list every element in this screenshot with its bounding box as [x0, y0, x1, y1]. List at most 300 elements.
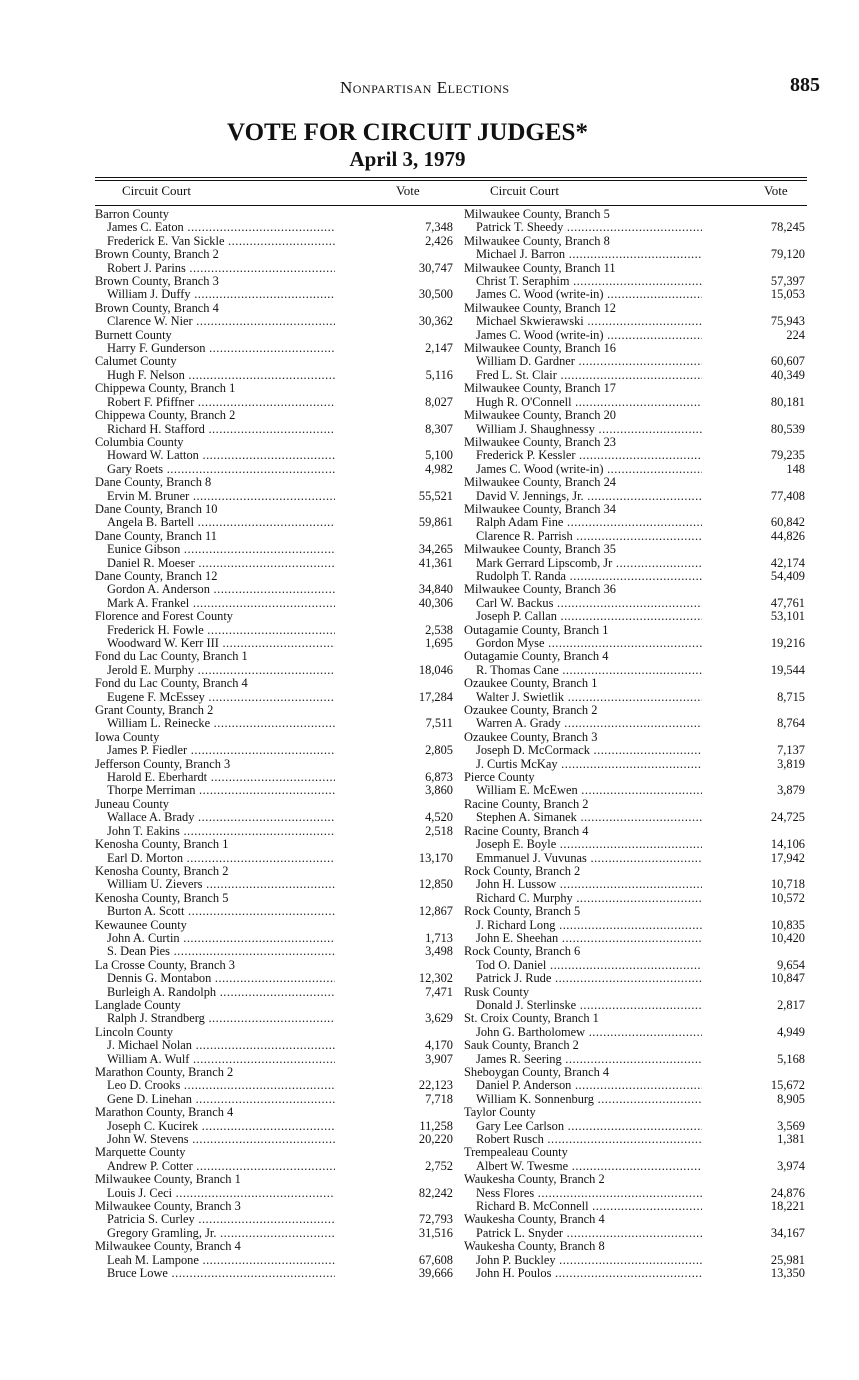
candidate-name: Gary Lee Carlson ..... — [476, 1120, 702, 1133]
county-heading: Kenosha County, Branch 2 — [95, 863, 229, 878]
county-heading: Kenosha County, Branch 1 — [95, 837, 229, 852]
candidate-row — [95, 771, 465, 784]
candidate-row — [95, 449, 465, 462]
candidate-name: Stephen A. Simanek ..... — [476, 811, 702, 824]
candidate-row — [95, 1133, 465, 1146]
candidate-row — [464, 972, 809, 985]
vote-count: 10,572 — [770, 890, 805, 905]
candidate-row — [95, 369, 465, 382]
vote-count: 6,873 — [425, 770, 453, 785]
candidate-row — [95, 1039, 465, 1052]
vote-count: 24,725 — [770, 810, 805, 825]
candidate-name: J. Richard Long ..... — [476, 919, 702, 932]
candidate-name: William D. Gardner ..... — [476, 355, 702, 368]
county-heading: Langlade County — [95, 997, 181, 1012]
county-heading: Lincoln County — [95, 1024, 174, 1039]
candidate-name: Richard H. Stafford ..... — [107, 423, 335, 436]
vote-count: 12,850 — [418, 877, 453, 892]
candidate-name: Frederick H. Fowle ..... — [107, 624, 335, 637]
vote-count: 9,654 — [777, 957, 805, 972]
vote-count: 3,569 — [777, 1118, 805, 1133]
county-heading: Fond du Lac County, Branch 1 — [95, 649, 248, 664]
vote-count: 80,539 — [770, 421, 805, 436]
candidate-row — [464, 516, 809, 529]
candidate-name: Robert F. Pfiffner ..... — [107, 396, 335, 409]
candidate-row — [95, 1187, 465, 1200]
county-heading: Dane County, Branch 11 — [95, 528, 217, 543]
vote-count: 78,245 — [770, 220, 805, 235]
candidate-name: William L. Reinecke ..... — [107, 717, 335, 730]
candidate-row — [464, 637, 809, 650]
vote-count: 22,123 — [418, 1078, 453, 1093]
candidate-name: James R. Seering ..... — [476, 1053, 702, 1066]
county-heading: Jefferson County, Branch 3 — [95, 756, 231, 771]
candidate-row — [95, 516, 465, 529]
candidate-name: Michael Skwierawski ..... — [476, 315, 702, 328]
candidate-row — [464, 1200, 809, 1213]
candidate-name: Robert Rusch ..... — [476, 1133, 702, 1146]
column-header-vote-left: Vote — [396, 183, 420, 198]
candidate-row — [95, 235, 465, 248]
candidate-name: Harold E. Eberhardt ..... — [107, 771, 335, 784]
vote-count: 7,511 — [425, 716, 453, 731]
vote-count: 7,137 — [777, 743, 805, 758]
candidate-name: Patrick T. Sheedy ..... — [476, 221, 702, 234]
candidate-name: Joseph E. Boyle ..... — [476, 838, 702, 851]
vote-count: 3,879 — [777, 783, 805, 798]
candidate-name: Rudolph T. Randa ..... — [476, 570, 702, 583]
vote-count: 57,397 — [770, 274, 805, 289]
vote-count: 20,220 — [418, 1132, 453, 1147]
vote-count: 11,258 — [419, 1118, 453, 1133]
candidate-name: Burton A. Scott ..... — [107, 905, 335, 918]
candidate-name: John H. Lussow ..... — [476, 878, 702, 891]
candidate-row — [95, 221, 465, 234]
candidate-name: Gordon A. Anderson ..... — [107, 583, 335, 596]
county-heading: Waukesha County, Branch 2 — [464, 1172, 605, 1187]
candidate-row — [95, 1053, 465, 1066]
vote-count: 13,350 — [770, 1266, 805, 1281]
candidate-row — [464, 691, 809, 704]
candidate-name: Andrew P. Cotter ..... — [107, 1160, 335, 1173]
vote-count: 1,695 — [425, 636, 453, 650]
candidate-name: Eunice Gibson ..... — [107, 543, 335, 556]
candidate-name: William A. Wulf ..... — [107, 1053, 335, 1066]
candidate-row — [95, 1160, 465, 1173]
candidate-name: Eugene F. McEssey ..... — [107, 691, 335, 704]
candidate-row — [95, 262, 465, 275]
vote-count: 15,672 — [770, 1078, 805, 1093]
vote-count: 3,819 — [777, 756, 805, 771]
candidate-row — [464, 1120, 809, 1133]
candidate-name: Angela B. Bartell ..... — [107, 516, 335, 529]
left-column — [95, 208, 465, 1281]
county-heading: Pierce County — [464, 770, 535, 785]
candidate-name: Robert J. Parins ..... — [107, 262, 335, 275]
county-heading: Milwaukee County, Branch 3 — [95, 1199, 241, 1214]
candidate-name: Bruce Lowe ..... — [107, 1267, 335, 1280]
county-heading: Milwaukee County, Branch 35 — [464, 542, 616, 557]
county-heading: Brown County, Branch 4 — [95, 300, 219, 315]
vote-count: 1,381 — [777, 1132, 805, 1147]
vote-count: 17,942 — [770, 850, 805, 865]
candidate-name: Walter J. Swietlik ..... — [476, 691, 702, 704]
vote-count: 8,905 — [777, 1091, 805, 1106]
candidate-row — [464, 1133, 809, 1146]
candidate-name: Joseph P. Callan ..... — [476, 610, 702, 623]
candidate-row — [95, 583, 465, 596]
candidate-name: Ness Flores ..... — [476, 1187, 702, 1200]
candidate-row — [95, 691, 465, 704]
vote-count: 4,982 — [425, 461, 453, 476]
candidate-row — [464, 1026, 809, 1039]
vote-count: 67,608 — [418, 1252, 453, 1267]
candidate-row — [95, 423, 465, 436]
candidate-row — [95, 1120, 465, 1133]
county-heading: Brown County, Branch 2 — [95, 247, 219, 262]
candidate-name: Patricia S. Curley ..... — [107, 1213, 335, 1226]
candidate-name: David V. Jennings, Jr. ..... — [476, 490, 702, 503]
vote-count: 3,629 — [425, 1011, 453, 1026]
vote-count: 30,747 — [418, 260, 453, 275]
candidate-name: William J. Duffy ..... — [107, 288, 335, 301]
county-heading: Dane County, Branch 8 — [95, 475, 212, 490]
vote-count: 7,471 — [425, 984, 453, 999]
county-heading: Rock County, Branch 6 — [464, 944, 581, 959]
candidate-row — [464, 1093, 809, 1106]
candidate-name: Joseph D. McCormack ..... — [476, 744, 702, 757]
candidate-row — [464, 878, 809, 891]
vote-count: 2,147 — [425, 341, 453, 356]
candidate-name: Leo D. Crooks ..... — [107, 1079, 335, 1092]
vote-count: 5,116 — [425, 367, 453, 382]
county-heading: Burnett County — [95, 327, 172, 342]
candidate-name: Tod O. Daniel ..... — [476, 959, 702, 972]
county-heading: Sheboygan County, Branch 4 — [464, 1065, 610, 1079]
vote-count: 17,284 — [418, 689, 453, 704]
vote-count: 34,167 — [770, 1225, 805, 1240]
candidate-row — [95, 315, 465, 328]
candidate-name: Albert W. Twesme ..... — [476, 1160, 702, 1173]
vote-count: 40,306 — [418, 595, 453, 610]
vote-count: 72,793 — [418, 1212, 453, 1227]
vote-count: 3,907 — [425, 1051, 453, 1066]
candidate-row — [95, 624, 465, 637]
candidate-row — [95, 825, 465, 838]
vote-count: 2,426 — [425, 233, 453, 248]
candidate-name: Thorpe Merriman ..... — [107, 784, 335, 797]
county-heading: Kenosha County, Branch 5 — [95, 890, 229, 905]
candidate-row — [464, 610, 809, 623]
candidate-name: Ralph Adam Fine ..... — [476, 516, 702, 529]
candidate-name: Patrick J. Rude ..... — [476, 972, 702, 985]
county-heading: Marathon County, Branch 4 — [95, 1105, 234, 1120]
vote-count: 7,348 — [425, 220, 453, 235]
candidate-name: Harry F. Gunderson ..... — [107, 342, 335, 355]
candidate-row — [95, 1227, 465, 1240]
candidate-row — [95, 1267, 465, 1280]
county-heading: Milwaukee County, Branch 34 — [464, 501, 616, 516]
county-heading: Trempealeau County — [464, 1145, 568, 1160]
county-heading: Milwaukee County, Branch 20 — [464, 408, 616, 423]
county-heading: Rock County, Branch 5 — [464, 904, 581, 919]
vote-count: 1,713 — [425, 930, 453, 945]
vote-count: 8,307 — [425, 421, 453, 436]
vote-count: 34,840 — [418, 582, 453, 597]
candidate-name: Mark Gerrard Lipscomb, Jr ..... — [476, 557, 702, 570]
county-heading: Chippewa County, Branch 1 — [95, 381, 236, 396]
candidate-row — [464, 1160, 809, 1173]
vote-count: 15,053 — [770, 287, 805, 302]
vote-count: 8,027 — [425, 394, 453, 409]
right-column — [464, 208, 809, 1281]
vote-count: 10,835 — [770, 917, 805, 932]
candidate-row — [95, 932, 465, 945]
candidate-row — [464, 423, 809, 436]
candidate-row — [95, 342, 465, 355]
vote-count: 42,174 — [770, 555, 805, 570]
candidate-name: Patrick L. Snyder ..... — [476, 1227, 702, 1240]
county-heading: Grant County, Branch 2 — [95, 703, 214, 718]
vote-count: 60,607 — [770, 354, 805, 369]
candidate-name: Fred L. St. Clair ..... — [476, 369, 702, 382]
candidate-name: R. Thomas Cane ..... — [476, 664, 702, 677]
candidate-row — [464, 1053, 809, 1066]
vote-count: 79,235 — [770, 448, 805, 463]
candidate-name: Gene D. Linehan ..... — [107, 1093, 335, 1106]
column-header-circuit-court-left: Circuit Court — [122, 183, 191, 198]
candidate-row — [95, 288, 465, 301]
vote-count: 5,168 — [777, 1051, 805, 1066]
candidate-row — [464, 838, 809, 851]
candidate-name: Frederick P. Kessler ..... — [476, 449, 702, 462]
candidate-name: Gregory Gramling, Jr. ..... — [107, 1227, 335, 1240]
county-heading: Chippewa County, Branch 2 — [95, 408, 236, 423]
county-heading: Calumet County — [95, 354, 177, 369]
candidate-row — [95, 945, 465, 958]
candidate-name: William K. Sonnenburg ..... — [476, 1093, 702, 1106]
vote-count: 40,349 — [770, 367, 805, 382]
vote-count: 54,409 — [770, 568, 805, 583]
county-heading: Marquette County — [95, 1145, 186, 1160]
candidate-name: John H. Poulos ..... — [476, 1267, 702, 1280]
vote-count: 3,498 — [425, 944, 453, 959]
candidate-row — [464, 717, 809, 730]
vote-count: 8,715 — [777, 689, 805, 704]
candidate-name: Warren A. Grady ..... — [476, 717, 702, 730]
candidate-row — [464, 784, 809, 797]
candidate-name: Woodward W. Kerr III ..... — [107, 637, 335, 650]
candidate-row — [464, 1187, 809, 1200]
county-heading: Fond du Lac County, Branch 4 — [95, 676, 248, 691]
candidate-name: James P. Fiedler ..... — [107, 744, 335, 757]
candidate-row — [95, 1254, 465, 1267]
candidate-row — [464, 355, 809, 368]
candidate-row — [95, 811, 465, 824]
county-heading: Milwaukee County, Branch 12 — [464, 300, 616, 315]
candidate-row — [95, 717, 465, 730]
page-title: VOTE FOR CIRCUIT JUDGES* — [227, 119, 588, 146]
county-heading: Brown County, Branch 3 — [95, 274, 219, 289]
candidate-row — [464, 1254, 809, 1267]
vote-count: 25,981 — [770, 1252, 805, 1267]
vote-count: 148 — [786, 461, 805, 476]
candidate-row — [95, 490, 465, 503]
county-heading: Ozaukee County, Branch 2 — [464, 703, 598, 718]
vote-count: 10,847 — [770, 971, 805, 986]
candidate-row — [95, 972, 465, 985]
candidate-row — [464, 664, 809, 677]
candidate-row — [95, 784, 465, 797]
vote-count: 44,826 — [770, 528, 805, 543]
vote-count: 10,718 — [770, 877, 805, 892]
vote-count: 24,876 — [770, 1185, 805, 1200]
candidate-row — [464, 463, 809, 476]
county-heading: Rusk County — [464, 984, 530, 999]
vote-count: 75,943 — [770, 314, 805, 329]
candidate-name: Ralph J. Strandberg ..... — [107, 1012, 335, 1025]
vote-count: 80,181 — [770, 394, 805, 409]
candidate-row — [464, 557, 809, 570]
candidate-name: Hugh F. Nelson ..... — [107, 369, 335, 382]
candidate-row — [464, 288, 809, 301]
county-heading: Rock County, Branch 2 — [464, 863, 581, 878]
candidate-name: Christ T. Seraphim ..... — [476, 275, 702, 288]
candidate-name: Gordon Myse ..... — [476, 637, 702, 650]
candidate-name: Leah M. Lampone ..... — [107, 1254, 335, 1267]
candidate-name: John P. Buckley ..... — [476, 1254, 702, 1267]
candidate-name: Wallace A. Brady ..... — [107, 811, 335, 824]
county-heading: Racine County, Branch 4 — [464, 823, 589, 838]
candidate-name: Gary Roets ..... — [107, 463, 335, 476]
vote-count: 31,516 — [418, 1225, 453, 1240]
county-heading: Outagamie County, Branch 1 — [464, 622, 609, 637]
candidate-name: James C. Wood (write-in) ..... — [476, 288, 702, 301]
county-heading: Racine County, Branch 2 — [464, 796, 589, 811]
county-heading: Ozaukee County, Branch 1 — [464, 676, 598, 691]
candidate-name: Frederick E. Van Sickle ..... — [107, 235, 335, 248]
vote-count: 30,362 — [418, 314, 453, 329]
table-top-rule — [95, 177, 807, 178]
candidate-row — [95, 1079, 465, 1092]
column-header-vote-right: Vote — [764, 183, 788, 198]
vote-count: 12,867 — [418, 904, 453, 919]
candidate-row — [464, 811, 809, 824]
county-heading: Milwaukee County, Branch 16 — [464, 341, 616, 356]
county-heading: Milwaukee County, Branch 8 — [464, 233, 610, 248]
county-heading: Outagamie County, Branch 4 — [464, 649, 609, 664]
candidate-name: Emmanuel J. Vuvunas ..... — [476, 852, 702, 865]
vote-count: 59,861 — [418, 515, 453, 530]
candidate-row — [464, 221, 809, 234]
candidate-name: J. Curtis McKay ..... — [476, 758, 702, 771]
candidate-name: William J. Shaughnessy ..... — [476, 423, 702, 436]
vote-count: 2,805 — [425, 743, 453, 758]
vote-count: 60,842 — [770, 515, 805, 530]
candidate-row — [464, 919, 809, 932]
candidate-row — [464, 248, 809, 261]
vote-count: 18,046 — [418, 662, 453, 677]
candidate-row — [464, 369, 809, 382]
candidate-row — [95, 664, 465, 677]
county-heading: Columbia County — [95, 434, 184, 449]
candidate-row — [95, 597, 465, 610]
vote-count: 2,538 — [425, 622, 453, 637]
candidate-row — [464, 490, 809, 503]
county-heading: Marathon County, Branch 2 — [95, 1065, 234, 1079]
county-heading: Milwaukee County, Branch 23 — [464, 434, 616, 449]
candidate-name: Howard W. Latton ..... — [107, 449, 335, 462]
candidate-row — [464, 852, 809, 865]
candidate-name: Carl W. Backus ..... — [476, 597, 702, 610]
county-heading: Milwaukee County, Branch 5 — [464, 207, 610, 221]
vote-count: 41,361 — [418, 555, 453, 570]
county-heading: Dane County, Branch 12 — [95, 568, 218, 583]
candidate-row — [95, 1213, 465, 1226]
candidate-name: James C. Wood (write-in) ..... — [476, 463, 702, 476]
county-heading: Milwaukee County, Branch 36 — [464, 582, 616, 597]
candidate-name: Clarence R. Parrish ..... — [476, 530, 702, 543]
vote-count: 14,106 — [770, 837, 805, 852]
candidate-row — [95, 543, 465, 556]
candidate-row — [95, 557, 465, 570]
vote-count: 10,420 — [770, 930, 805, 945]
vote-count: 4,949 — [777, 1024, 805, 1039]
candidate-row — [464, 1227, 809, 1240]
vote-count: 19,544 — [770, 662, 805, 677]
county-heading: Milwaukee County, Branch 11 — [464, 260, 616, 275]
county-heading: Kewaunee County — [95, 917, 187, 932]
column-header-circuit-court-right: Circuit Court — [490, 183, 559, 198]
vote-count: 224 — [786, 327, 805, 342]
candidate-name: John G. Bartholomew ..... — [476, 1026, 702, 1039]
candidate-name: James C. Eaton ..... — [107, 221, 335, 234]
candidate-name: Hugh R. O'Connell ..... — [476, 396, 702, 409]
table-top-rule-2 — [95, 180, 807, 181]
candidate-name: Mark A. Frankel ..... — [107, 597, 335, 610]
county-heading: La Crosse County, Branch 3 — [95, 957, 235, 972]
candidate-row — [95, 986, 465, 999]
vote-count: 30,500 — [418, 287, 453, 302]
county-heading: Milwaukee County, Branch 17 — [464, 381, 616, 396]
county-heading: St. Croix County, Branch 1 — [464, 1011, 599, 1026]
candidate-row — [464, 1267, 809, 1280]
county-heading: Taylor County — [464, 1105, 536, 1120]
candidate-name: Donald J. Sterlinske ..... — [476, 999, 702, 1012]
candidate-name: Richard C. Murphy ..... — [476, 892, 702, 905]
candidate-row — [464, 570, 809, 583]
county-heading: Milwaukee County, Branch 24 — [464, 475, 616, 490]
county-heading: Waukesha County, Branch 8 — [464, 1239, 605, 1254]
candidate-row — [95, 878, 465, 891]
candidate-name: Jerold E. Murphy ..... — [107, 664, 335, 677]
county-heading: Ozaukee County, Branch 3 — [464, 729, 598, 744]
candidate-row — [464, 329, 809, 342]
candidate-row — [95, 744, 465, 757]
candidate-row — [464, 396, 809, 409]
vote-count: 47,761 — [770, 595, 805, 610]
vote-count: 19,216 — [770, 636, 805, 650]
county-heading: Juneau County — [95, 796, 169, 811]
candidate-row — [464, 1079, 809, 1092]
vote-count: 13,170 — [418, 850, 453, 865]
county-heading: Barron County — [95, 207, 169, 221]
candidate-row — [464, 597, 809, 610]
county-heading: Milwaukee County, Branch 1 — [95, 1172, 241, 1187]
candidate-name: Ervin M. Bruner ..... — [107, 490, 335, 503]
vote-count: 82,242 — [418, 1185, 453, 1200]
candidate-row — [95, 396, 465, 409]
